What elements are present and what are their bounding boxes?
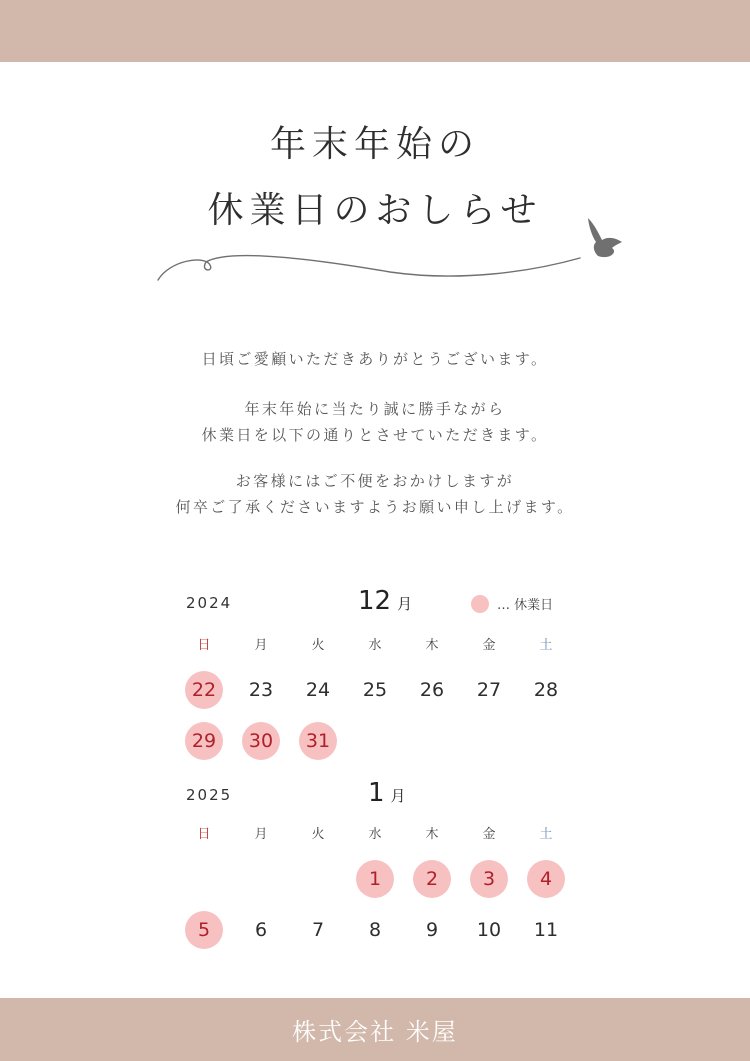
- weekday-label: 日: [197, 827, 211, 842]
- title-line-1: 年末年始の: [269, 124, 480, 165]
- legend-holiday-dot: [471, 595, 489, 613]
- calendar-day: 27: [476, 679, 502, 701]
- calendar-day-holiday: 4: [527, 860, 565, 898]
- calendar-day-holiday: 1: [356, 860, 394, 898]
- weekday-label: 木: [425, 827, 439, 842]
- bird-icon: [588, 218, 622, 257]
- weekday-label: 土: [539, 638, 553, 653]
- weekday-label: 水: [368, 827, 382, 842]
- calendar-day: 23: [248, 679, 274, 701]
- calendar-day: 9: [425, 919, 439, 941]
- legend-label: … 休業日: [497, 598, 554, 613]
- weekday-label: 土: [539, 827, 553, 842]
- header-band: [0, 0, 750, 62]
- calendar-day: 11: [533, 919, 559, 941]
- flourish-line: [158, 256, 580, 280]
- footer-band: [0, 998, 750, 1061]
- message-line-1: 日頃ご愛顧いただきありがとうございます。: [201, 350, 549, 368]
- calendar-day-holiday: 22: [185, 671, 223, 709]
- weekday-label: 水: [368, 638, 382, 653]
- weekday-label: 月: [254, 638, 268, 653]
- title-line-2: 休業日のおしらせ: [207, 190, 543, 231]
- message-line-4: お客様にはご不便をおかけしますが: [235, 472, 515, 490]
- calendar-day: 25: [362, 679, 388, 701]
- calendar-day-holiday: 29: [185, 722, 223, 760]
- message-line-3: 休業日を以下の通りとさせていただきます。: [201, 426, 549, 444]
- weekday-label: 火: [311, 638, 325, 653]
- calendar-day-holiday: 30: [242, 722, 280, 760]
- calendar-year: 2025: [186, 786, 233, 804]
- legend: [471, 594, 553, 613]
- message-line-5: 何卒ご了承くださいますようお願い申し上げます。: [175, 498, 575, 516]
- calendar-day: 7: [311, 919, 325, 941]
- message-line-2: 年末年始に当たり誠に勝手ながら: [244, 400, 506, 418]
- calendar-day: 26: [419, 679, 445, 701]
- calendar-month-unit: 月: [397, 595, 413, 613]
- calendar-day: 24: [305, 679, 331, 701]
- weekday-label: 金: [482, 827, 496, 842]
- weekday-label: 月: [254, 827, 268, 842]
- calendar-month-number: 12: [358, 586, 392, 616]
- calendar-day: 10: [476, 919, 502, 941]
- weekday-label: 日: [197, 638, 211, 653]
- company-name: 株式会社 米屋: [292, 1018, 458, 1046]
- calendar-month: [368, 778, 406, 808]
- calendar-month: [358, 586, 412, 616]
- calendar-year: 2024: [186, 594, 233, 612]
- calendar-day: 28: [533, 679, 559, 701]
- calendar-day: 8: [368, 919, 382, 941]
- calendar-day: 6: [254, 919, 268, 941]
- calendar-month-unit: 月: [390, 787, 406, 805]
- weekday-label: 金: [482, 638, 496, 653]
- weekday-label: 木: [425, 638, 439, 653]
- weekday-label: 火: [311, 827, 325, 842]
- calendar-day-holiday: 2: [413, 860, 451, 898]
- calendar-month-number: 1: [368, 778, 385, 808]
- calendar-day-holiday: 31: [299, 722, 337, 760]
- decorative-flourish: [150, 210, 640, 290]
- calendar-day-holiday: 3: [470, 860, 508, 898]
- calendar-day-holiday: 5: [185, 911, 223, 949]
